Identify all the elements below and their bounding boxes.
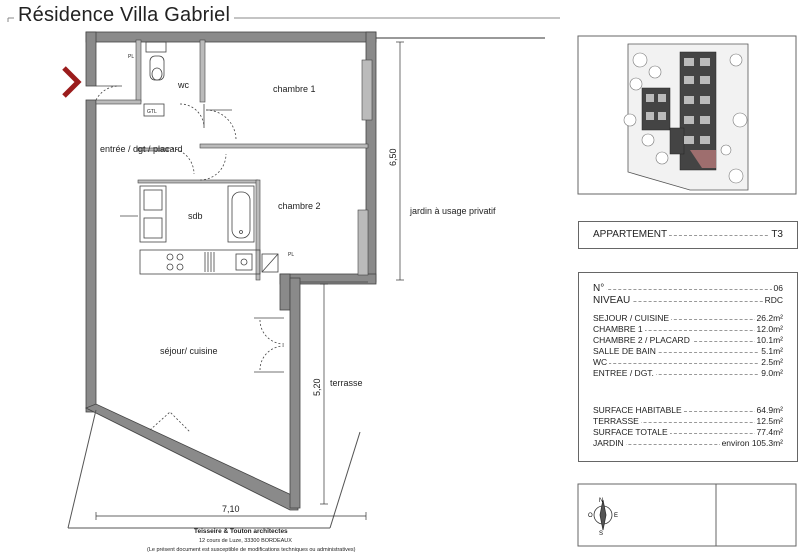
number-value: 06 [773, 283, 783, 293]
label-gtl: GTL [147, 109, 157, 115]
bathroom-sinks [140, 186, 166, 242]
site-plan [578, 36, 796, 194]
room-label-sejour: séjour/ cuisine [160, 346, 218, 356]
number-label: N° [593, 283, 605, 294]
footer-disclaimer: (Le présent document est susceptible de modifications techniques ou administratives) [147, 547, 356, 553]
dimension-garden-height: 6,50 [388, 148, 398, 166]
apartment-type-panel [578, 221, 798, 249]
label-pl-1: PL [128, 54, 135, 60]
compass-east: E [614, 513, 619, 519]
wc-fixtures [144, 42, 166, 116]
page-title: Résidence Villa Gabriel [14, 4, 234, 27]
footer-architect: Teisseire & Touton architectes [194, 528, 288, 535]
footer-address: 12 cours de Luze, 33300 BORDEAUX [199, 538, 292, 544]
room-label-jardin: jardin à usage privatif [410, 206, 496, 216]
room-label-chambre-1: chambre 1 [273, 84, 316, 94]
surface-details-panel: N° 06 NIVEAU RDC SEJOUR / CUISINE 26.2m² CHAMBRE 1 12.0m² CHAMBRE 2 / PLACARD 10.1m² SALLE DE BAIN 5.1m² WC 2.5m² ENTREE / DGT. 9.0m² SURFACE HABITABLE 64.9m² TERRASSE 12.5m² SURFACE TOTALE 77.4m² JARDIN environ 105.3m² [578, 272, 798, 462]
compass-west: O [588, 513, 593, 519]
room-label-terrasse: terrasse [330, 378, 363, 388]
compass-panel [578, 484, 796, 546]
niveau-label: NIVEAU [593, 295, 631, 306]
dimension-width: 7,10 [222, 504, 240, 514]
room-label-wc: wc [178, 80, 189, 90]
apartment-value: T3 [771, 229, 783, 240]
label-pl-2: PL [288, 252, 295, 258]
interior-walls [96, 40, 372, 280]
room-label-chambre-2: chambre 2 [278, 201, 321, 211]
niveau-value: RDC [764, 295, 783, 305]
compass-south: S [599, 531, 604, 537]
terrace-outline [68, 282, 368, 528]
chevron-right-icon [64, 68, 78, 96]
bathtub [228, 186, 254, 242]
dimension-terrace-height: 5,20 [312, 378, 322, 396]
apartment-label: APPARTEMENT [593, 229, 668, 240]
room-label-entree: entrée / dgt / placard [100, 144, 183, 154]
compass-north: N [599, 498, 604, 504]
room-label-sdb: sdb [188, 211, 203, 221]
